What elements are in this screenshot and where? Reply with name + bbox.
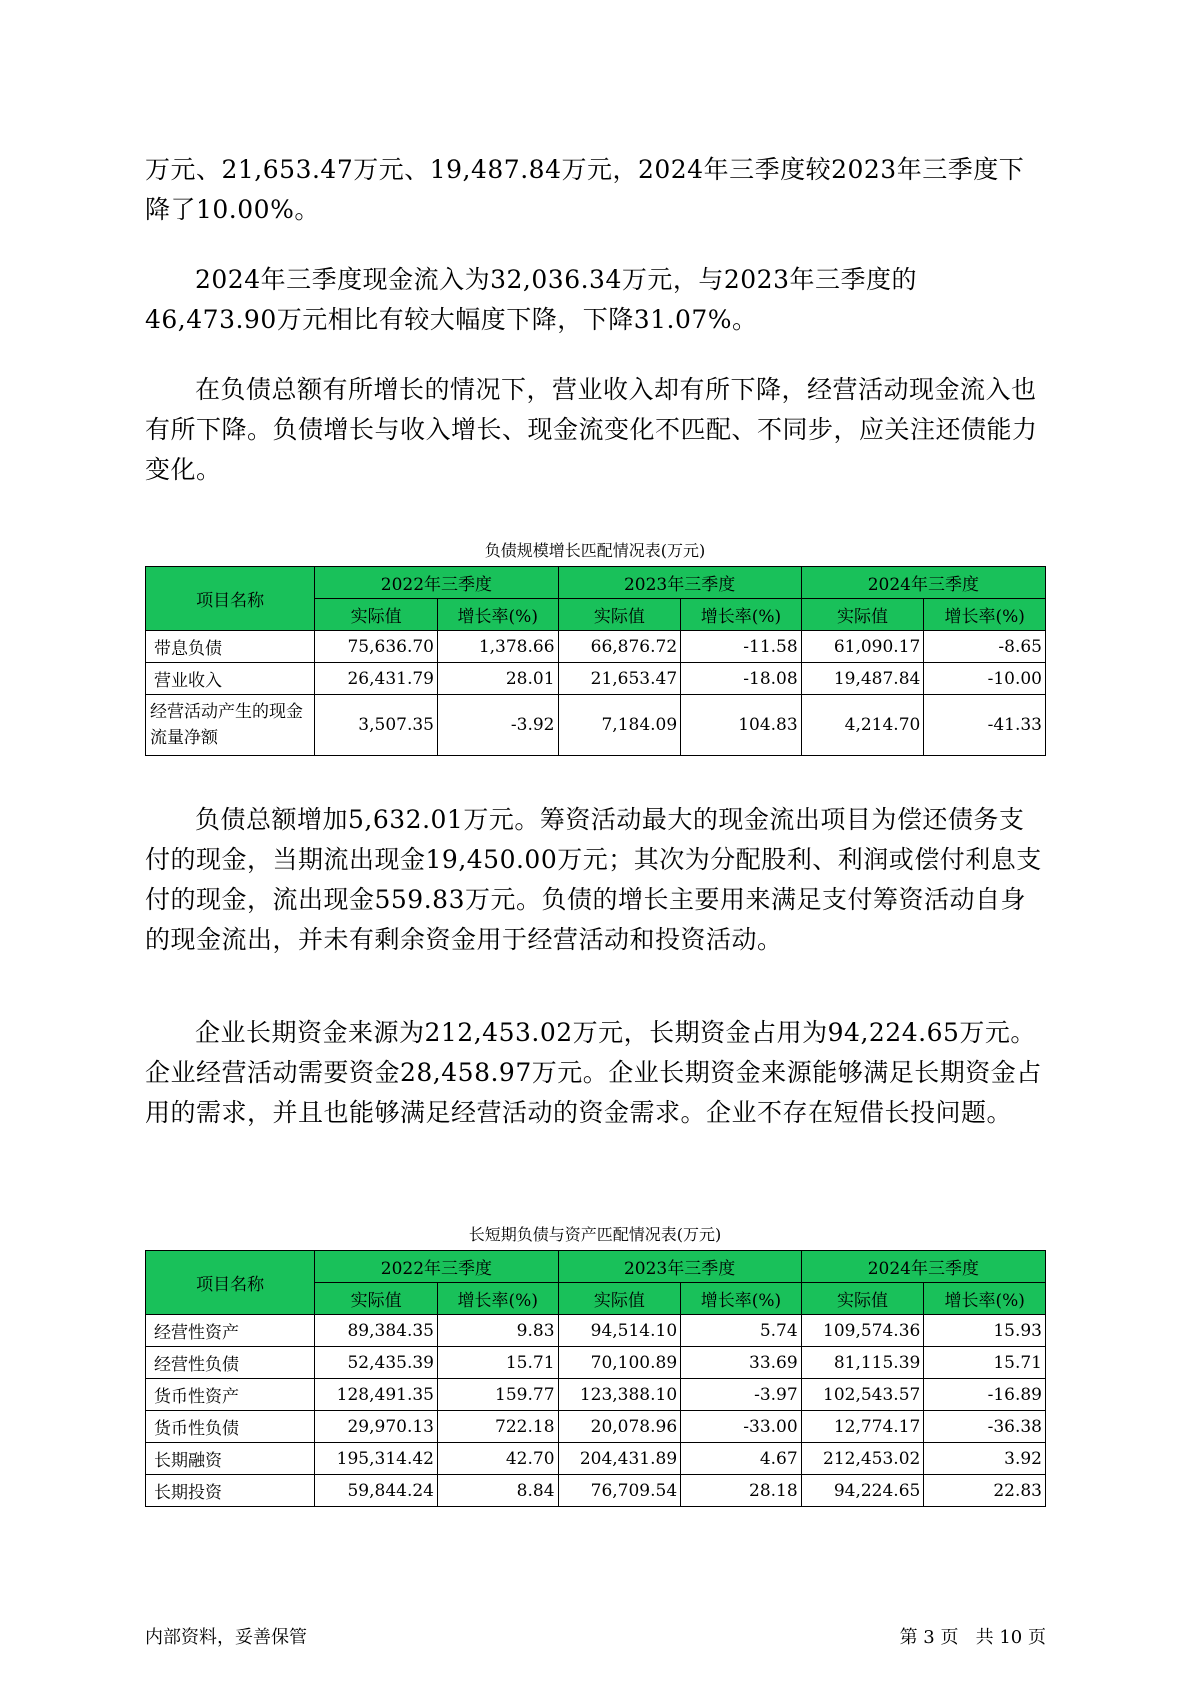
- cell-value: 75,636.70: [315, 631, 438, 663]
- cell-value: 22.83: [924, 1475, 1046, 1507]
- table-row: [146, 695, 1046, 756]
- cell-value: 15.71: [924, 1347, 1046, 1379]
- cell-value: 89,384.35: [315, 1315, 438, 1347]
- header-item-name: 项目名称: [146, 567, 315, 631]
- table-row: [146, 1475, 1046, 1507]
- row-label: 带息负债: [146, 631, 315, 663]
- cell-value: 4.67: [681, 1443, 802, 1475]
- cell-value: 159.77: [438, 1379, 559, 1411]
- cell-value: 94,224.65: [801, 1475, 924, 1507]
- header-period: 2024年三季度: [801, 567, 1045, 599]
- cell-value: -10.00: [924, 663, 1046, 695]
- cell-value: 52,435.39: [315, 1347, 438, 1379]
- table-row: [146, 1315, 1046, 1347]
- cell-value: 66,876.72: [558, 631, 681, 663]
- cell-value: 102,543.57: [801, 1379, 924, 1411]
- table-row: [146, 1379, 1046, 1411]
- cell-value: 204,431.89: [558, 1443, 681, 1475]
- header-actual: 实际值: [801, 599, 924, 631]
- header-period: 2022年三季度: [315, 1251, 558, 1283]
- cell-value: 26,431.79: [315, 663, 438, 695]
- cell-value: 8.84: [438, 1475, 559, 1507]
- row-label: 营业收入: [146, 663, 315, 695]
- row-label: 经营性负债: [146, 1347, 315, 1379]
- cell-value: 123,388.10: [558, 1379, 681, 1411]
- row-label: 货币性资产: [146, 1379, 315, 1411]
- footer-confidential-note: 内部资料，妥善保管: [145, 1627, 307, 1648]
- header-period: 2023年三季度: [558, 1251, 801, 1283]
- cell-value: 59,844.24: [315, 1475, 438, 1507]
- cell-value: 33.69: [681, 1347, 802, 1379]
- cell-value: 128,491.35: [315, 1379, 438, 1411]
- header-growth: 增长率(%): [681, 1283, 802, 1315]
- header-growth: 增长率(%): [438, 599, 559, 631]
- header-actual: 实际值: [315, 599, 438, 631]
- cell-value: -41.33: [924, 695, 1046, 756]
- cell-value: 70,100.89: [558, 1347, 681, 1379]
- cell-value: 195,314.42: [315, 1443, 438, 1475]
- cell-value: 12,774.17: [801, 1411, 924, 1443]
- cell-value: 28.01: [438, 663, 559, 695]
- cell-value: 212,453.02: [801, 1443, 924, 1475]
- row-label: 长期投资: [146, 1475, 315, 1507]
- cell-value: -3.97: [681, 1379, 802, 1411]
- cell-value: 104.83: [681, 695, 802, 756]
- cell-value: 722.18: [438, 1411, 559, 1443]
- table2-caption: 长短期负债与资产匹配情况表(万元): [468, 1225, 722, 1244]
- table-header-row: [146, 567, 1046, 599]
- table-row: [146, 663, 1046, 695]
- cell-value: -16.89: [924, 1379, 1046, 1411]
- paragraph-cash-inflow: 2024年三季度现金流入为32,036.34万元，与2023年三季度的46,473.90万元相比有较大幅度下降，下降31.07%。: [145, 265, 917, 334]
- cell-value: -8.65: [924, 631, 1046, 663]
- header-actual: 实际值: [558, 599, 681, 631]
- cell-value: 81,115.39: [801, 1347, 924, 1379]
- header-period: 2022年三季度: [315, 567, 558, 599]
- cell-value: 21,653.47: [558, 663, 681, 695]
- cell-value: 42.70: [438, 1443, 559, 1475]
- cell-value: 3,507.35: [315, 695, 438, 756]
- header-actual: 实际值: [558, 1283, 681, 1315]
- cell-value: 61,090.17: [801, 631, 924, 663]
- cell-value: 9.83: [438, 1315, 559, 1347]
- cell-value: 19,487.84: [801, 663, 924, 695]
- cell-value: -33.00: [681, 1411, 802, 1443]
- cell-value: 29,970.13: [315, 1411, 438, 1443]
- header-period: 2023年三季度: [558, 567, 801, 599]
- cell-value: 76,709.54: [558, 1475, 681, 1507]
- footer-page-number: 第 3 页 共 10 页: [899, 1627, 1046, 1648]
- cell-value: 3.92: [924, 1443, 1046, 1475]
- header-growth: 增长率(%): [681, 599, 802, 631]
- table-row: [146, 1443, 1046, 1475]
- cell-value: 109,574.36: [801, 1315, 924, 1347]
- header-actual: 实际值: [801, 1283, 924, 1315]
- table1-caption: 负债规模增长匹配情况表(万元): [484, 541, 706, 560]
- table-row: [146, 631, 1046, 663]
- cell-value: 1,378.66: [438, 631, 559, 663]
- table-header-row: [146, 1251, 1046, 1283]
- cell-value: 20,078.96: [558, 1411, 681, 1443]
- cell-value: 94,514.10: [558, 1315, 681, 1347]
- table-row: [146, 1347, 1046, 1379]
- cell-value: -3.92: [438, 695, 559, 756]
- header-period: 2024年三季度: [801, 1251, 1045, 1283]
- paragraph-debt-increase: 负债总额增加5,632.01万元。筹资活动最大的现金流出项目为偿还债务支付的现金，当期流出现金19,450.00万元；其次为分配股利、利润或偿付利息支付的现金，流出现金559.83万元。负债的增长主要用来满足支付筹资活动自身的现金流出，并未有剩余资金用于经营活动和投资活动。: [145, 805, 1042, 954]
- header-item-name: 项目名称: [146, 1251, 315, 1315]
- cell-value: -11.58: [681, 631, 802, 663]
- header-actual: 实际值: [315, 1283, 438, 1315]
- cell-value: 4,214.70: [801, 695, 924, 756]
- cell-value: -18.08: [681, 663, 802, 695]
- cell-value: 5.74: [681, 1315, 802, 1347]
- row-label: 长期融资: [146, 1443, 315, 1475]
- header-growth: 增长率(%): [438, 1283, 559, 1315]
- paragraph-long-term-funds: 企业长期资金来源为212,453.02万元，长期资金占用为94,224.65万元。企业经营活动需要资金28,458.97万元。企业长期资金来源能够满足长期资金占用的需求，并且也能够满足经营活动的资金需求。企业不存在短借长投问题。: [145, 1018, 1042, 1127]
- cell-value: 15.93: [924, 1315, 1046, 1347]
- cell-value: 28.18: [681, 1475, 802, 1507]
- row-label: 经营性资产: [146, 1315, 315, 1347]
- debt-growth-table: [145, 566, 1046, 756]
- paragraph-continuation: 万元、21,653.47万元、19,487.84万元，2024年三季度较2023年三季度下降了10.00%。: [145, 155, 1025, 224]
- cell-value: -36.38: [924, 1411, 1046, 1443]
- row-label: 货币性负债: [146, 1411, 315, 1443]
- header-growth: 增长率(%): [924, 599, 1046, 631]
- paragraph-debt-analysis: 在负债总额有所增长的情况下，营业收入却有所下降，经营活动现金流入也有所下降。负债增长与收入增长、现金流变化不匹配、不同步，应关注还债能力变化。: [145, 375, 1038, 484]
- cell-value: 7,184.09: [558, 695, 681, 756]
- cell-value: 15.71: [438, 1347, 559, 1379]
- asset-liability-match-table: [145, 1250, 1046, 1507]
- header-growth: 增长率(%): [924, 1283, 1046, 1315]
- table-row: [146, 1411, 1046, 1443]
- row-label: 经营活动产生的现金流量净额: [146, 695, 315, 756]
